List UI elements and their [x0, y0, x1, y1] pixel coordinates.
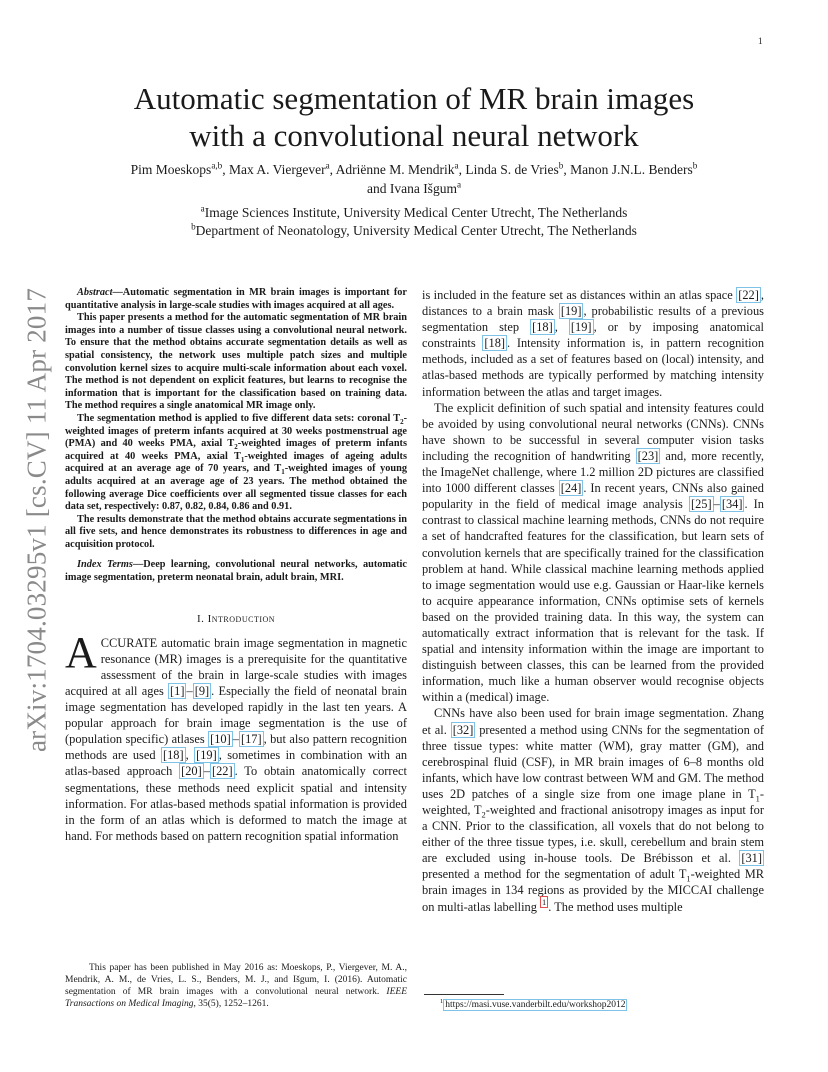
author-name: , Manon J.N.L. Benders: [563, 162, 693, 177]
body-text: , or by imposing anatomical constraints: [422, 320, 764, 351]
footnote-rule: [424, 994, 504, 995]
author-affil-mark: a: [454, 160, 459, 171]
affil-mark: b: [191, 221, 196, 232]
title-line-2: with a convolutional neural network: [189, 118, 639, 153]
body-text: presented a method using CNNs for the segmentation of three tissue types: white matter (WM), gray matter (GM), and cerebrospinal fluid (CSF), in MR brain images of 6–8 months old infants, which have low contrast between WM and GM. The method uses 2D patches of a single size from one image plane in T: [422, 722, 764, 801]
abstract-label: Abstract: [77, 287, 113, 298]
body-text: ,: [185, 748, 195, 763]
body-text: –: [186, 683, 193, 698]
section-numeral: I.: [196, 612, 208, 625]
citation-link[interactable]: [22]: [738, 288, 759, 302]
author-affil-mark: a: [456, 179, 462, 190]
citation-link[interactable]: [18]: [484, 336, 506, 351]
body-text: –: [232, 732, 239, 747]
body-text: CCURATE automatic brain image segmentation in magnetic resonance (MR) images is a prerequisite for the quantitative assessment of the brain in large-scale studies with images acquired at all ages: [65, 635, 407, 698]
body-text: . In contrast to classical machine learning methods, CNNs do not require a set of handcrafted features for the classification, but learn sets of convolution kernels that are specifically trained for the classification problem at hand. While classical machine learning methods applied to image segmentation would use e.g. Gaussian or Haar-like kernels to acquire appearance information, CNNs optimise sets of kernels based on the provided training data. In this way, the system can automatically extract information that is relevant for the task. If spatial and intensity information within the image are important to distinguish between classes, this can be learned from the provided information, much like a human observer would recognise objects within a (medical) image.: [422, 497, 764, 705]
right-column: [422, 287, 764, 915]
section-name: Introduction: [207, 612, 276, 625]
affiliation-a: [60, 204, 768, 222]
arxiv-stamp-text: arXiv:1704.03295v1 [cs.CV] 11 Apr 2017: [21, 287, 52, 753]
abstract: [65, 287, 407, 585]
author-name: Pim Moeskops: [130, 162, 212, 177]
subscript: 2: [400, 417, 404, 426]
abstract-paragraph: [65, 413, 407, 514]
body-text: The explicit definition of such spatial and intensity features could be avoided by using convolutional neural networks (CNNs). CNNs have shown to be successful in several computer vision tasks including the recognition of handwriting: [422, 400, 764, 463]
body-text: -weighted, T: [422, 786, 764, 817]
citation-link[interactable]: [9]: [194, 683, 210, 698]
citation-link[interactable]: [19]: [196, 748, 217, 763]
page-number: 1: [758, 36, 763, 46]
paper-title: [60, 80, 768, 154]
abstract-text: —Automatic segmentation in MR brain images is important for quantitative analysis in large-scale studies with images acquired at all ages.: [65, 287, 407, 311]
subscript: 1: [755, 793, 760, 804]
body-text: and, more recently, the ImageNet challenge, where 1.2 million 2D pictures are classified into 1000 different classes: [422, 448, 764, 496]
footnote-text: , 35(5), 1252–1261.: [193, 998, 269, 1009]
body-text: , distances to a brain mask: [422, 288, 764, 319]
citation-link[interactable]: [25]: [690, 497, 712, 512]
affil-text: Image Sciences Institute, University Medical Center Utrecht, The Netherlands: [204, 205, 628, 220]
citation-link[interactable]: [18]: [532, 320, 553, 335]
left-column: [65, 287, 407, 844]
index-terms-label: Index Terms: [77, 559, 133, 571]
introduction-body: [65, 627, 408, 844]
url-footnote: [440, 997, 627, 1010]
abstract-paragraph: This paper presents a method for the automatic segmentation of MR brain images into a number of tissue classes using a convolutional neural network. To ensure that the method obtains accurate segmentation details as well as spatial consistency, the network uses multiple patch sizes and multiple convolution kernel sizes to acquire multi-scale information about each voxel. The method is not dependent on explicit features, but learns to recognise the information that is important for the classification based on training data. The method requires a single anatomical MR image only.: [65, 312, 407, 412]
subscript: 1: [281, 468, 285, 477]
body-text: CNNs have also been used for brain image segmentation. Zhang et al.: [422, 706, 764, 737]
body-text: . The method uses multiple: [548, 899, 683, 914]
body-text: , probabilistic results of a previous segmentation step: [422, 304, 764, 335]
author-affil-mark: a,b: [211, 160, 223, 171]
body-text: –: [713, 497, 720, 512]
journal-name: IEEE Transactions on Medical Imaging: [65, 986, 407, 1009]
subscript: 2: [234, 443, 238, 452]
citation-link[interactable]: [22]: [211, 764, 233, 779]
body-paragraph: [422, 287, 764, 400]
author-name: , Max A. Viergever: [222, 162, 326, 177]
body-text: . Especially the field of neonatal brain image segmentation has developed rapidly in the last ten years. A popular approach for brain image segmentation is the use of (population specific) atlases: [65, 683, 407, 747]
body-text: . To obtain anatomically correct segmentations, these methods need explicit spatial and intensity information. For atlas-based methods spatial information is provided in the form of an atlas which is deformed to match the image at hand. For methods based on pattern recognition spatial information: [65, 764, 407, 843]
author-name: , Adriënne M. Mendrik: [329, 162, 455, 177]
abstract-text: -weighted images of ageing adults acquired at an average age of 70 years, and T: [65, 450, 407, 475]
citation-link[interactable]: [34]: [721, 497, 743, 512]
body-text: is included in the feature set as distances within an atlas space: [422, 288, 737, 302]
body-text: -weighted MR brain images in 134 regions as provided by the MICCAI challenge on multi-atlas labelling: [422, 867, 764, 914]
citation-link[interactable]: [1]: [170, 683, 185, 698]
subscript: 1: [240, 455, 245, 464]
citation-link[interactable]: [24]: [560, 481, 582, 496]
body-text: , but also pattern recognition methods are used: [65, 732, 407, 763]
author-name: and Ivana Išgum: [366, 181, 457, 196]
drop-cap: A: [65, 627, 97, 677]
abstract-paragraph: The results demonstrate that the method obtains accurate segmentations in all five sets, and hence demonstrates its robustness to differences in age and acquisition protocol.: [65, 513, 407, 550]
body-text: . Intensity information is, in pattern recognition methods, included as a set of features based on (local) intensity, and atlas-based methods are typically performed by matching intensity information between the atlas and target images.: [422, 336, 765, 399]
body-text: –: [203, 764, 210, 779]
publication-footnote: [65, 963, 407, 1011]
citation-link[interactable]: [19]: [560, 304, 582, 319]
body-text: ,: [554, 320, 569, 335]
body-text: , sometimes in combination with an atlas-based approach: [65, 748, 408, 779]
citation-link[interactable]: [17]: [240, 732, 262, 747]
abstract-text: The segmentation method is applied to five different data sets: coronal T: [77, 412, 401, 424]
subscript: 1: [686, 873, 691, 884]
section-heading: [65, 613, 407, 625]
author-list: [60, 160, 768, 198]
index-terms-text: —Deep learning, convolutional neural networks, automatic image segmentation, preterm neonatal brain, adult brain, MRI.: [65, 559, 407, 584]
citation-link[interactable]: [10]: [210, 732, 231, 747]
abstract-paragraph: [65, 287, 407, 312]
subscript: 2: [481, 809, 486, 820]
citation-link[interactable]: [19]: [570, 320, 592, 335]
body-paragraph: [422, 400, 764, 706]
author-name: , Linda S. de Vries: [458, 162, 559, 177]
footnote-mark: 1: [440, 997, 444, 1005]
abstract-text: -weighted images of preterm infants acquired at 40 weeks PMA, axial T: [65, 438, 407, 462]
body-paragraph: [65, 627, 408, 844]
citation-link[interactable]: [23]: [637, 448, 659, 463]
title-line-1: Automatic segmentation of MR brain images: [133, 81, 695, 116]
author-affil-mark: b: [692, 160, 698, 171]
body-text: -weighted and fractional anisotropy images as input for a CNN. Prior to the classification, all voxels that do not belong to either of the three tissue types, i.e. skull, cerebellum and brain stem are excluded using in-house tools. De Brébisson et al.: [422, 803, 764, 866]
author-affil-mark: b: [558, 160, 564, 171]
citation-link[interactable]: [31]: [741, 851, 762, 866]
author-affil-mark: a: [325, 160, 330, 171]
citation-link[interactable]: [20]: [181, 764, 202, 779]
affiliation-b: [60, 222, 768, 240]
citation-link[interactable]: [32]: [452, 722, 474, 737]
body-text: . In recent years, CNNs also gained popularity in the field of medical image analysis: [422, 481, 764, 512]
affil-text: Department of Neonatology, University Medical Center Utrecht, The Netherlands: [195, 223, 637, 238]
citation-link[interactable]: [18]: [162, 748, 184, 763]
body-text: presented a method for the segmentation of adult T: [422, 867, 687, 882]
arxiv-stamp: [22, 285, 52, 755]
footnote-link[interactable]: 1: [542, 897, 547, 908]
footnote-url-link[interactable]: https://masi.vuse.vanderbilt.edu/workshop2012: [445, 1000, 626, 1010]
affil-mark: a: [200, 203, 205, 214]
abstract-text: -weighted images of young adults acquired at an average age of 23 years. The method obtained the following average Dice coefficients over all segmented tissue classes for each data set, respectively: 0.87, 0.82, 0.84, 0.86 and 0.91.: [65, 463, 407, 513]
footnote-text: This paper has been published in May 2016 as: Moeskops, P., Viergever, M. A., Mendrik, A. M., de Vries, L. S., Benders, M. J., and Išgum, I. (2016). Automatic segmentation of MR brain images with a convolutional neural network.: [65, 963, 407, 997]
abstract-text: -weighted images of preterm infants acquired at 30 weeks postmenstrual age (PMA) and 40 weeks PMA, axial T: [65, 412, 407, 450]
body-paragraph: [422, 705, 764, 914]
index-terms: [65, 559, 407, 584]
